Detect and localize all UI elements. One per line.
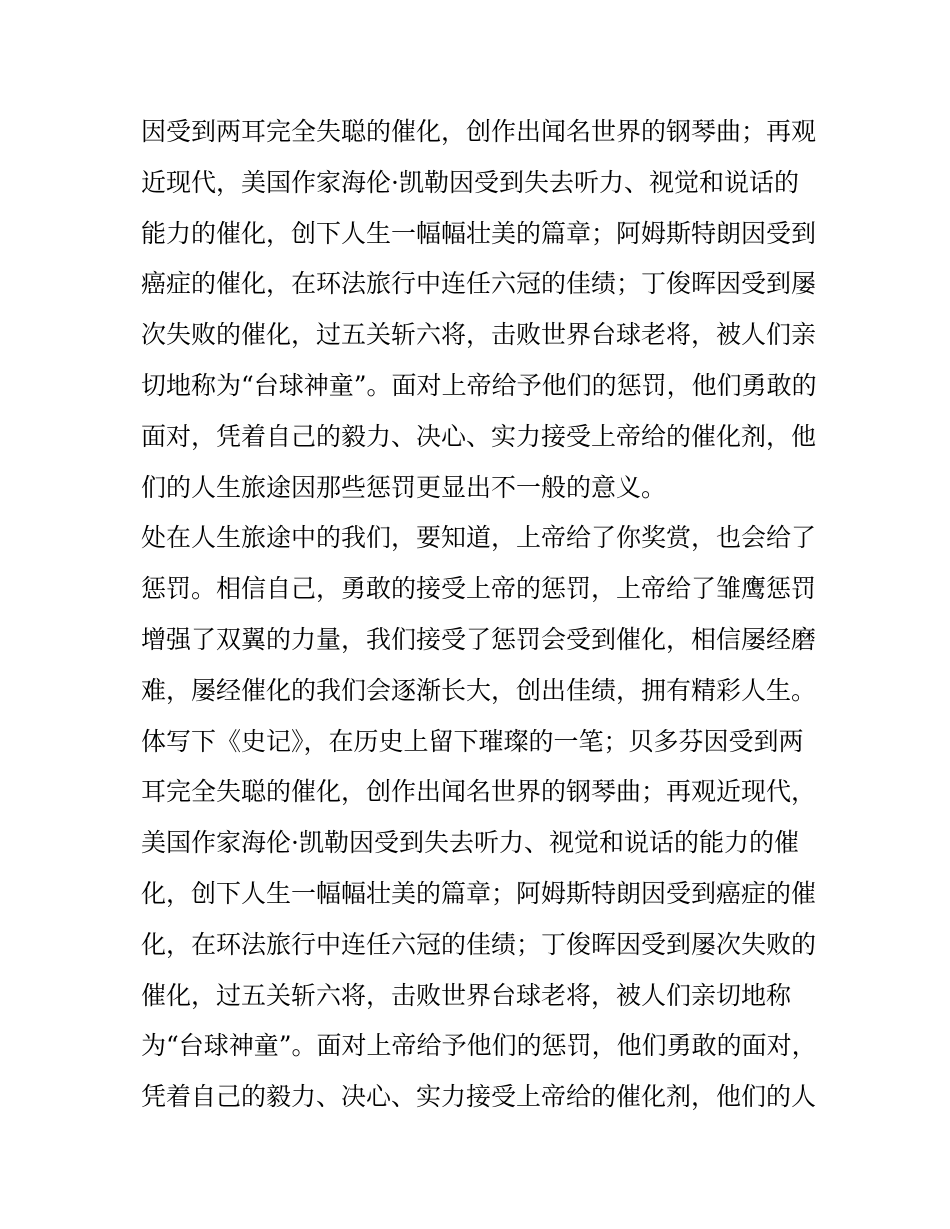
text-line: 美国作家海伦·凯勒因受到失去听力、视觉和说话的能力的催 — [141, 828, 799, 858]
text-line: 因受到两耳完全失聪的催化，创作出闻名世界的钢琴曲；再观 — [141, 117, 817, 146]
text-line: 处在人生旅途中的我们，要知道，上帝给了你奖赏，也会给了 — [141, 523, 817, 553]
text-line: 次失败的催化，过五关斩六将，击败世界台球老将，被人们亲 — [141, 320, 817, 350]
text-line: 化，在环法旅行中连任六冠的佳绩；丁俊晖因受到屡次失败的 — [141, 929, 817, 959]
text-line: 难，屡经催化的我们会逐渐长大，创出佳绩，拥有精彩人生。 — [141, 675, 817, 705]
text-line: 化，创下人生一幅幅壮美的篇章；阿姆斯特朗因受到癌症的催 — [141, 878, 817, 908]
text-line: 体写下《史记》，在历史上留下璀璨的一笔；贝多芬因受到两 — [141, 726, 804, 756]
body-text — [141, 107, 821, 1123]
text-line: 切地称为“台球神童”。面对上帝给予他们的惩罚，他们勇敢的 — [141, 370, 817, 400]
text-line: 面对，凭着自己的毅力、决心、实力接受上帝给的催化剂，他 — [141, 421, 817, 451]
text-line: 惩罚。相信自己，勇敢的接受上帝的惩罚，上帝给了雏鹰惩罚 — [141, 574, 817, 604]
text-line: 凭着自己的毅力、决心、实力接受上帝给的催化剂，他们的人 — [141, 1082, 817, 1112]
text-line: 能力的催化，创下人生一幅幅壮美的篇章；阿姆斯特朗因受到 — [141, 218, 817, 248]
text-line: 催化，过五关斩六将，击败世界台球老将，被人们亲切地称 — [141, 980, 792, 1010]
text-line: 增强了双翼的力量，我们接受了惩罚会受到催化，相信屡经磨 — [141, 624, 817, 654]
text-line: 癌症的催化，在环法旅行中连任六冠的佳绩；丁俊晖因受到屡 — [141, 269, 817, 299]
text-line: 为“台球神童”。面对上帝给予他们的惩罚，他们勇敢的面对， — [141, 1031, 817, 1061]
text-line: 们的人生旅途因那些惩罚更显出不一般的意义。 — [141, 472, 667, 502]
text-line: 耳完全失聪的催化，创作出闻名世界的钢琴曲；再观近现代， — [141, 777, 817, 807]
text-line: 近现代，美国作家海伦·凯勒因受到失去听力、视觉和说话的 — [141, 167, 799, 197]
